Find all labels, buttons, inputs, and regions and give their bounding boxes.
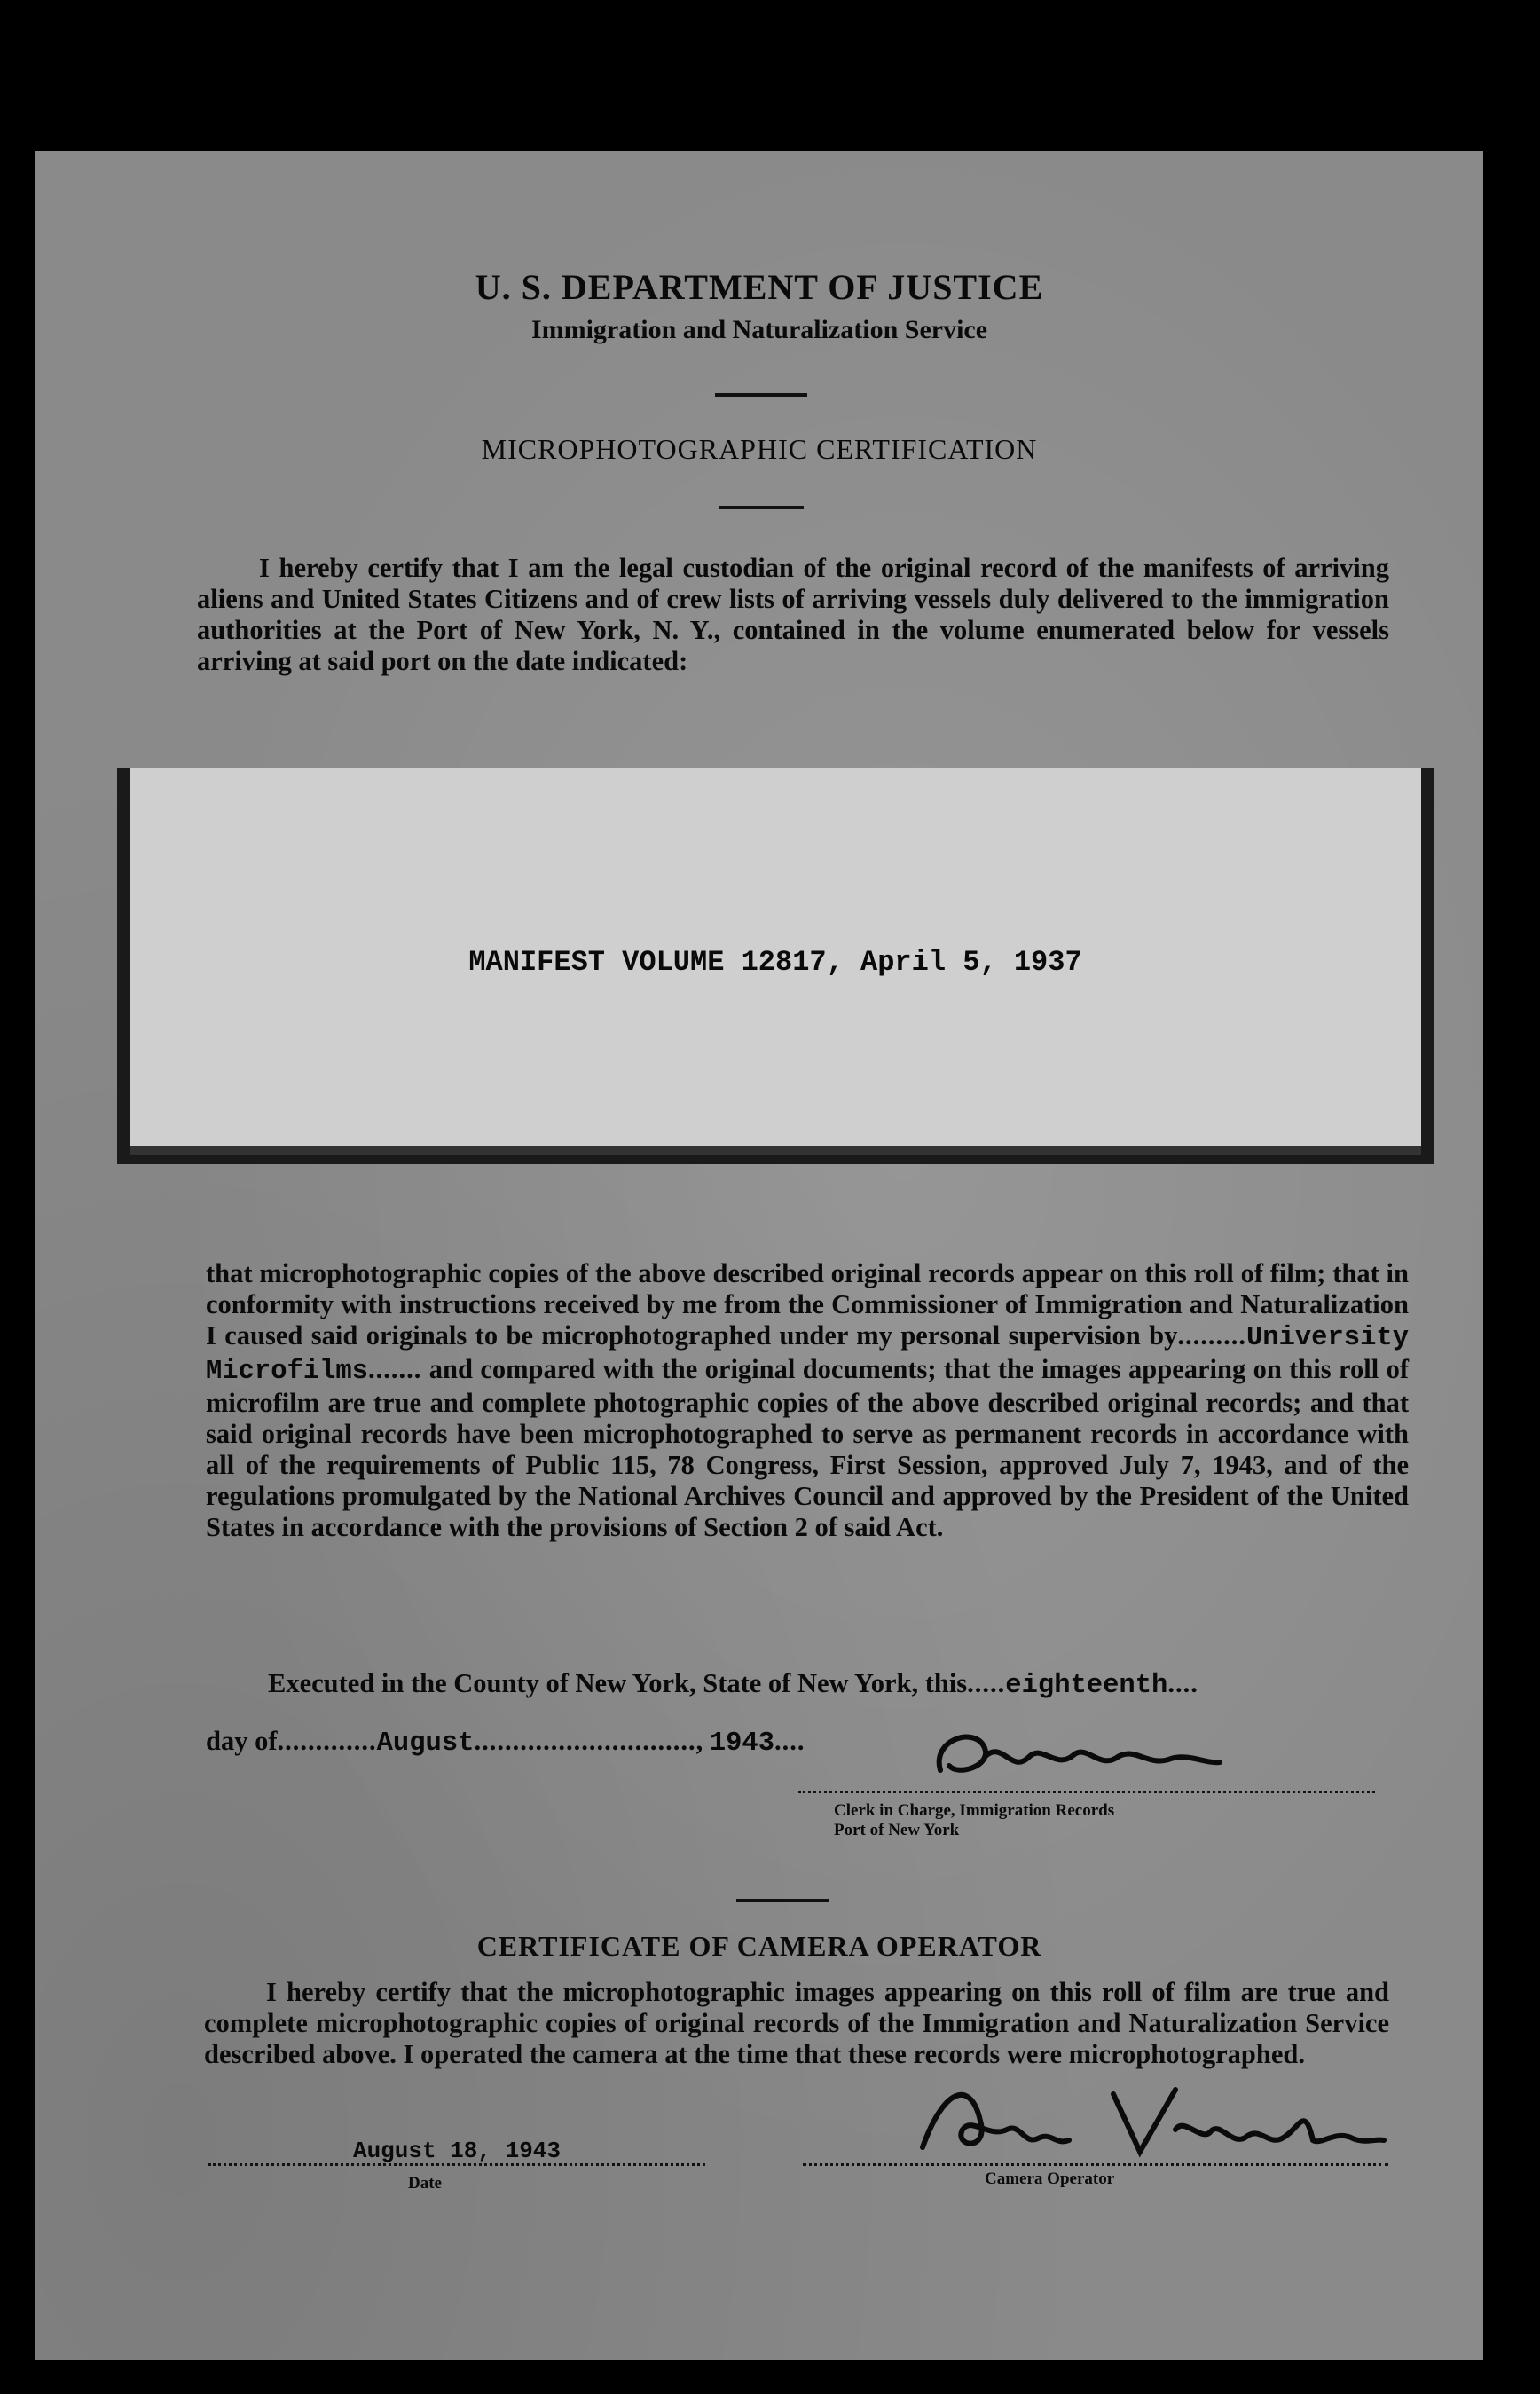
execution-line: Executed in the County of New York, State of New York, this.....eighteenth....: [268, 1668, 1198, 1701]
divider-rule: [715, 393, 807, 397]
body-text-part1: that microphotographic copies of the above described original records appear on this roll of film; that in conformity with instructions received by me from the Commissioner of Immigration and Naturalization I caused said originals to be microphotographed under my personal supervision by: [206, 1258, 1409, 1351]
certification-body: that microphotographic copies of the above described original records appear on this roll of film; that in conformity with instructions received by me from the Commissioner of Immigration and Naturalization I caused said originals to be microphotographed under my personal supervision by.........University Microfilms....... and compared with the original documents; that the images appearing on this roll of microfilm are true and complete photographic copies of the above described original records; and that said original records have been microphotographed to serve as permanent records in accordance with all of the requirements of Public 115, 78 Congress, First Session, approved July 7, 1943, and of the regulations promulgated by the National Archives Council and approved by the President of the United States in accordance with the provisions of Section 2 of said Act.: [206, 1258, 1410, 1542]
filmed-by-value: University Microfilms: [206, 1323, 1409, 1387]
manifest-volume-text: MANIFEST VOLUME 12817, April 5, 1937: [468, 946, 1082, 979]
operator-signature: [909, 2076, 1388, 2165]
operator-label: Camera Operator: [985, 2170, 1115, 2188]
day-value: eighteenth: [1005, 1671, 1168, 1701]
department-title: U. S. DEPARTMENT OF JUSTICE: [475, 267, 1044, 307]
year-value: 1943: [709, 1729, 775, 1759]
manifest-volume-box: [117, 768, 1434, 1164]
date-value-line: [208, 2137, 705, 2164]
camera-certificate-text: I hereby certify that the microphotographic images appearing on this roll of film are true and complete microphotographic copies of original records of the Immigration and Naturalization Service described above. I operated the camera at the time that these records were microphotographed.: [204, 1977, 1389, 2069]
operator-signature-line: [803, 2163, 1388, 2166]
certificate-sheet: [35, 151, 1483, 2360]
date-label: Date: [408, 2174, 442, 2193]
service-subtitle: Immigration and Naturalization Service: [530, 315, 988, 344]
clerk-signature-line: [798, 1791, 1375, 1793]
body-text-part2: and compared with the original documents; that the images appearing on this roll of microfilm are true and complete photographic copies of the above described original records; and that said original records have been microphotographed to serve as permanent records in accordance with all of the requirements of Public 115, 78 Congress, First Session, approved July 7, 1943, and of the regulations promulgated by the National Archives Council and approved by the President of the United States in accordance with the provisions of Section 2 of said Act.: [206, 1354, 1410, 1542]
divider-rule: [736, 1899, 829, 1902]
divider-rule: [719, 506, 804, 509]
clerk-signature: [923, 1721, 1224, 1792]
month-year-line: day of.............August............................., 1943....: [206, 1726, 805, 1759]
certification-heading: MICROPHOTOGRAPHIC CERTIFICATION: [481, 433, 1038, 465]
date-value: August 18, 1943: [352, 2138, 562, 2164]
date-line: [208, 2163, 705, 2166]
clerk-title: Clerk in Charge, Immigration Records Port of New York: [834, 1801, 1115, 1839]
intro-paragraph: I hereby certify that I am the legal custodian of the original record of the manifests of arriving aliens and United States Citizens and of crew lists of arriving vessels duly delivered to the immigration authorities at the Port of New York, N. Y., contained in the volume enumerated below for vessels arriving at said port on the date indicated:: [197, 553, 1389, 676]
camera-certificate-title: CERTIFICATE OF CAMERA OPERATOR: [476, 1930, 1042, 1962]
month-value: August: [376, 1729, 475, 1759]
